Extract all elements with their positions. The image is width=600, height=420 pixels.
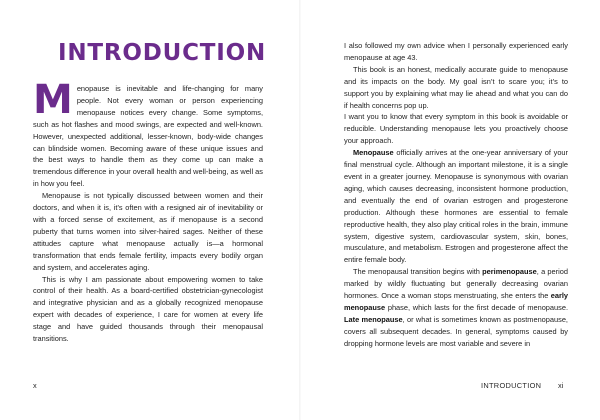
right-page [301,0,600,420]
right-paragraph-1: I also followed my own advice when I personally experienced early menopause at age 43. [344,41,568,62]
right-body-text [344,40,568,350]
right-paragraph-3: I want you to know that every symptom in this book is avoidable or reducible. Understanding menopause lets you proactively choose your approach. [344,112,568,146]
term-early-menopause: early menopause [344,291,568,312]
term-late-menopause: Late menopause [344,314,403,324]
right-paragraph-5-text-d: , or what is sometimes known as postmenopause, covers all subsequent decades. In general, symptoms caused by dropping hormone levels are most variable and severe in [344,314,568,348]
right-paragraph-4-text: officially arrives at the one-year anniversary of your final menstrual cycle. Although an important milestone, it is a single event in a greater journey. Menopause is synonymous with ovarian aging, which causes decreasing, inconsistent hormone production, and eventually the end of ovarian estrogen and progesterone production. Although these hormones are essential to female reproductive health, they also play critical roles in the brain, immune system, digestive system, cardiovascular system, skin, bones, musculature, and metabolism. Estrogen and progesterone affect the entire female body. [344,148,568,265]
left-body-text [33,77,263,345]
left-paragraph-2: Menopause is not typically discussed between women and their doctors, and when it is, it’s often with a resigned air of inevitability or with a forced sense of excitement, as if menopause is a second puberty that turns women into silver-haired sages. Neither of these attitudes capture what menopause actually is—a hormonal transformation that ends female fertility, impacts every bodily organ and system, and accelerates aging. [33,191,263,272]
left-paragraph-3: This is why I am passionate about empowering women to take control of their health. As a board-certified obstetrician-gynecologist and integrative physician and as a globally recognized menopause expert with decades of experience, I care for women at every life stage and have guided thousands through their menopausal transitions. [33,274,263,344]
right-paragraph-5-text-a: The menopausal transition begins with [353,267,483,277]
right-paragraph-5-text-c: phase, which lasts for the first decade of menopause. [385,302,568,312]
drop-cap: M [33,77,73,123]
term-perimenopause: perimenopause [482,267,537,277]
right-paragraph-5 [344,266,568,349]
left-paragraph-1 [33,77,263,190]
term-menopause: Menopause [353,148,394,158]
right-page-number: xi [558,381,564,390]
right-paragraph-5-text-b: , a period marked by wildly fluctuating but generally decreasing ovarian hormones. Once a woman stops menstruating, she enters the [344,267,568,301]
left-paragraph-1-text: enopause is inevitable and life-changing for many people. Not every woman or person experiencing menopause notices every change. Some symptoms, such as hot flashes and mood swings, are expected and well-known. However, unexpected additional, lesser-known, body-wide changes can blindside women. Becoming aware of these unique issues and the best ways to handle them as they come up can make a tremendous difference in your overall health and well-being, as well as in how you feel. [33,84,263,189]
running-head: INTRODUCTION [481,381,542,390]
right-paragraph-2: This book is an honest, medically accurate guide to menopause and its impacts on the body. My goal isn’t to scare you; it’s to support you by explaining what may lie ahead and what you can do if health concerns pop up. [344,64,568,110]
left-page-number: x [33,381,37,390]
right-paragraph-4 [344,147,568,266]
chapter-title: INTRODUCTION [58,40,267,66]
